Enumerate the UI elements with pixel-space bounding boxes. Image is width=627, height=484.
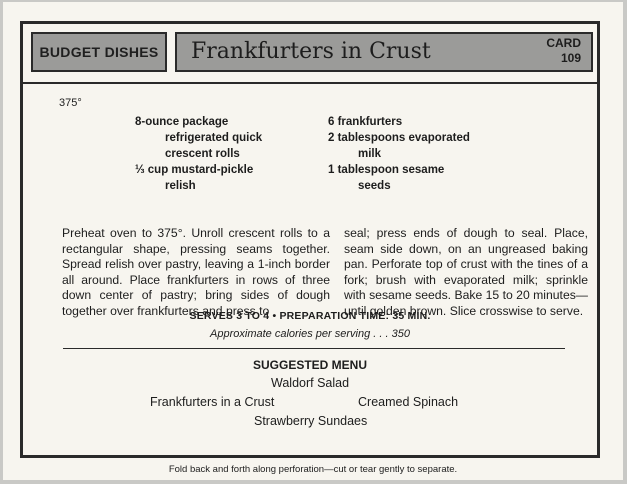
card-number-value: 109 xyxy=(560,51,581,65)
ingredient-line: 8-ounce package xyxy=(135,116,229,128)
method-text-right: seal; press ends of dough to seal. Place, seam side down, on an ungreased baking pan. Perforate top of crust with the tines of a fork; brush with evaporated milk; sprinkle with sesame seeds. Bake 15 to 20 minutes—until golden brown. Slice crosswise to serve. xyxy=(344,226,588,318)
recipe-card xyxy=(3,2,623,480)
menu-divider xyxy=(63,348,565,349)
menu-heading: SUGGESTED MENU xyxy=(252,358,367,372)
ingredient-line-cont: crescent rolls xyxy=(165,148,240,160)
menu-item-side: Creamed Spinach xyxy=(358,395,459,409)
ingredient-line-cont: refrigerated quick xyxy=(165,132,263,144)
ingredient-line-cont: seeds xyxy=(358,180,391,192)
title-box xyxy=(175,32,593,72)
recipe-title: Frankfurters in Crust xyxy=(191,39,431,64)
card-number xyxy=(546,36,581,66)
ingredient-line-cont: milk xyxy=(358,148,382,160)
serves-prep-time: SERVES 3 TO 4 • PREPARATION TIME: 35 MIN. xyxy=(189,310,431,322)
category-box xyxy=(31,32,167,72)
card-number-label: CARD xyxy=(546,36,581,50)
oven-temperature: 375° xyxy=(59,97,82,109)
ingredient-line: 1 tablespoon sesame xyxy=(328,164,445,176)
ingredients-left xyxy=(135,114,335,194)
method-text-left: Preheat oven to 375°. Unroll crescent rolls to a rectangular shape, pressing seams together. Spread relish over pastry, leaving a 1-inch border all around. Place frankfurters in rows of three down center of pastry; bring sides of dough together over frankfurters and press to xyxy=(62,226,330,318)
ingredient-line-cont: relish xyxy=(165,180,196,192)
header-divider xyxy=(23,82,597,84)
card-frame xyxy=(20,21,600,458)
perforation-note: Fold back and forth along perforation—cut or tear gently to separate. xyxy=(168,464,458,475)
ingredient-line: 6 frankfurters xyxy=(328,116,403,128)
menu-item-main: Frankfurters in a Crust xyxy=(150,395,275,409)
category-label: BUDGET DISHES xyxy=(39,44,159,60)
menu-item-dessert: Strawberry Sundaes xyxy=(254,414,368,428)
calories-note: Approximate calories per serving . . . 350 xyxy=(210,328,410,340)
ingredient-line: 2 tablespoons evaporated xyxy=(328,132,470,144)
menu-item-salad: Waldorf Salad xyxy=(271,376,350,390)
ingredient-line: ⅓ cup mustard-pickle xyxy=(135,164,254,176)
ingredients-right xyxy=(328,114,548,194)
